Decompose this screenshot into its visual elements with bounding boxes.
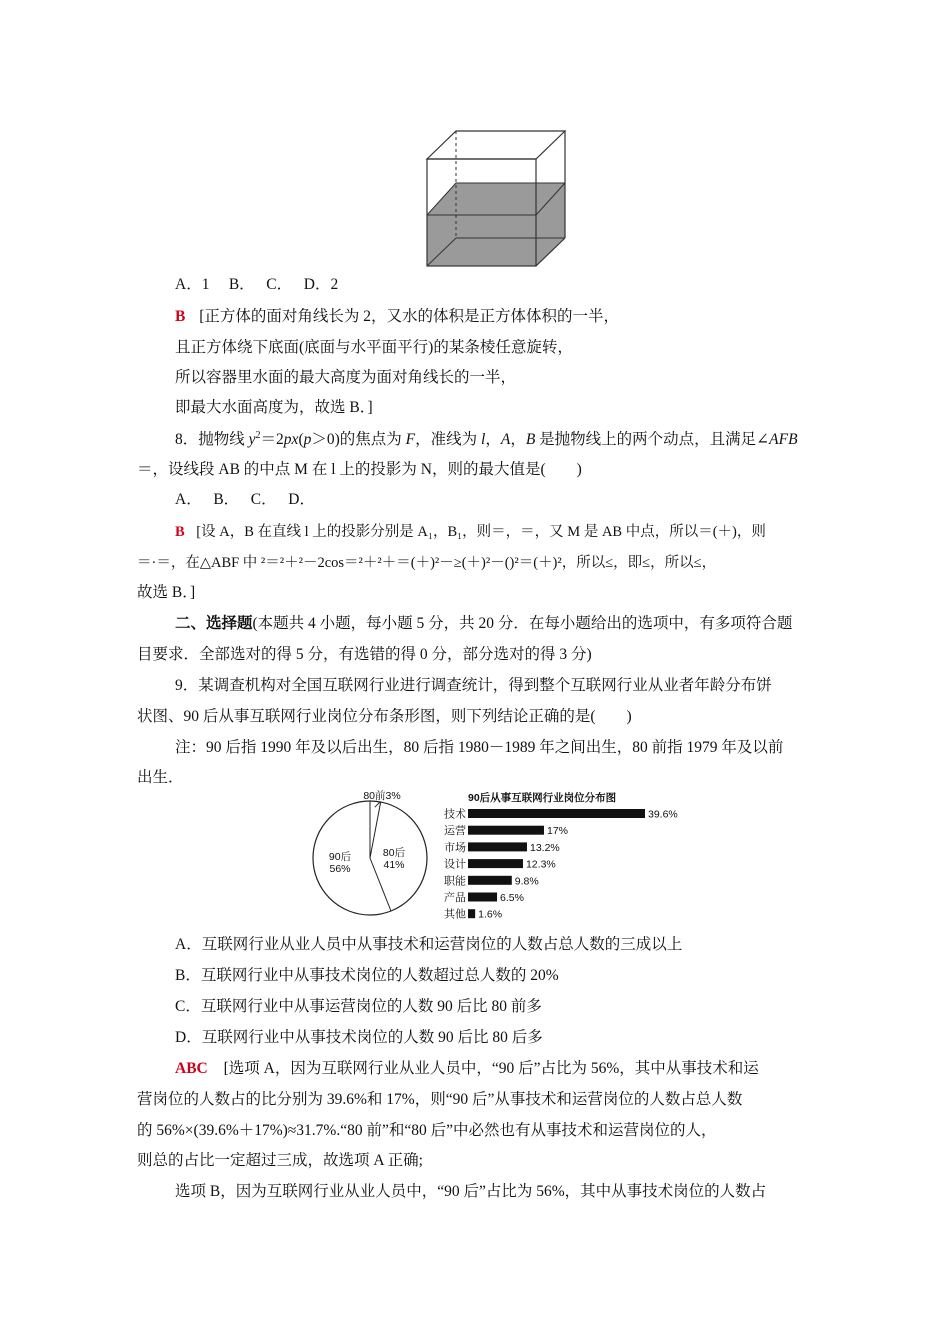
problem9-option-c: C．互联网行业中从事运营岗位的人数 90 后比 80 前多 <box>175 998 542 1015</box>
pie-chart <box>305 788 440 923</box>
bar-1 <box>468 826 544 835</box>
bar-chart-title: 90后从事互联网行业岗位分布图 <box>468 792 617 804</box>
bar-value-label: 9.8% <box>514 875 539 888</box>
problem9-sol-text3: 的 56%×(39.6%＋17%)≈31.7%.“80 前”和“80 后”中必然也有从事技术和运营岗位的人， <box>137 1122 717 1139</box>
problem7-solution-line1 <box>175 307 619 327</box>
bar-category-label: 运营 <box>444 825 466 838</box>
problem9-sol-text4: 则总的占比一定超过三成，故选项 A 正确; <box>137 1152 423 1169</box>
bar-value-label: 13.2% <box>530 841 560 854</box>
pie-label-0: 80前3% <box>363 790 401 802</box>
section2-heading <box>175 614 792 634</box>
problem8-stem-line2: ＝，设线段 AB 的中点 M 在 l 上的投影为 N，则的最大值是( ) <box>137 461 582 478</box>
problem9-option-d: D．互联网行业中从事技术岗位的人数 90 后比 80 后多 <box>175 1029 543 1046</box>
problem9-stem-line1: 9．某调查机构对全国互联网行业进行调查统计，得到整个互联网行业从业者年龄分布饼 <box>175 677 772 694</box>
pie-label-1: 80后 <box>382 847 406 859</box>
bar-value-label: 1.6% <box>478 908 503 921</box>
bar-category-label: 其他 <box>444 908 466 921</box>
problem8-options: A． B． C． D． <box>175 491 315 508</box>
problem9-solution-line1 <box>175 1059 759 1079</box>
problem7-options: A．1 B． C． D．2 <box>175 276 339 293</box>
bar-2 <box>468 842 527 851</box>
problem8-sol-text2: ＝·＝，在△ABF 中 ²＝²＋²－2cos＝²＋²＋＝(＋)²－≥(＋)²－()²＝(＋)²，所以≤，即≤，所以≤， <box>137 555 717 571</box>
bar-value-label: 17% <box>546 825 569 838</box>
problem7-sol-text2: 且正方体绕下底面(底面与水平面平行)的某条棱任意旋转， <box>175 339 573 356</box>
problem9-option-b: B．互联网行业中从事技术岗位的人数超过总人数的 20% <box>175 967 559 984</box>
problem8-solution-line1 <box>175 522 766 542</box>
bar-4 <box>468 876 512 885</box>
bar-category-label: 产品 <box>444 892 466 904</box>
problem9-sol-text1: [选项 A，因为互联网行业从业人员中，“90 后”占比为 56%，其中从事技术和运 <box>223 1060 759 1077</box>
bar-6 <box>468 909 475 918</box>
problem9-sol-text2: 营岗位的人数占的比分别为 39.6%和 17%，则“90 后”从事技术和运营岗位的人数占总人数 <box>137 1091 743 1108</box>
bar-3 <box>468 859 523 868</box>
problem9-option-a: A．互联网行业从业人员中从事技术和运营岗位的人数占总人数的三成以上 <box>175 936 683 953</box>
problem7-answer: B <box>175 308 186 325</box>
problem9-stem-line2: 状图、90 后从事互联网行业岗位分布条形图，则下列结论正确的是( ) <box>137 708 632 725</box>
problem9-note-line2: 出生． <box>137 769 184 786</box>
cube-figure <box>424 128 569 268</box>
bar-chart <box>438 788 698 923</box>
bar-category-label: 设计 <box>444 858 466 871</box>
problem7-sol-text3: 所以容器里水面的最大高度为面对角线长的一半， <box>175 369 517 386</box>
bar-0 <box>468 809 645 818</box>
pie-label-1: 41% <box>383 859 405 871</box>
problem8-answer: B <box>175 524 185 540</box>
bar-category-label: 市场 <box>444 841 466 854</box>
section2-title: 二、选择题 <box>175 615 253 632</box>
bar-value-label: 12.3% <box>525 858 556 871</box>
problem7-sol-text1: [正方体的面对角线长为 2，又水的体积是正方体体积的一半， <box>199 308 620 325</box>
bar-value-label: 6.5% <box>500 892 524 904</box>
problem9-sol-text5: 选项 B，因为互联网行业从业人员中，“90 后”占比为 56%，其中从事技术岗位的人数占 <box>175 1183 767 1200</box>
bar-category-label: 技术 <box>444 808 466 821</box>
pie-label-2: 90后 <box>328 851 352 863</box>
problem9-answer: ABC <box>175 1060 208 1077</box>
problem7-sol-text4: 即最大水面高度为，故选 B．] <box>175 399 373 416</box>
bar-value-label: 39.6% <box>648 808 678 821</box>
problem9-note-line1: 注：90 后指 1990 年及以后出生，80 后指 1980－1989 年之间出生，80 前指 1979 年及以前 <box>175 739 784 756</box>
problem8-stem-line1: 8．抛物线 $y^2=2px(p>0)$的焦点为 F，准线为 l，A，B 是抛物线上的两个动点，且满足∠AFB <box>175 429 798 448</box>
section2-desc1: (本题共 4 小题，每小题 5 分，共 20 分．在每小题给出的选项中，有多项符合题 <box>252 615 793 632</box>
problem8-sol-text3: 故选 B．] <box>137 584 196 601</box>
problem8-sol-text1: [设 A，B 在直线 l 上的投影分别是 A₁，B₁，则＝，＝，又 M 是 AB 中点，所以＝(＋)，则 <box>196 524 766 540</box>
bar-5 <box>468 893 497 902</box>
pie-label-2: 56% <box>329 863 351 875</box>
section2-desc2: 目要求．全部选对的得 5 分，有选错的得 0 分，部分选对的得 3 分) <box>137 646 592 663</box>
bar-category-label: 职能 <box>444 875 466 888</box>
